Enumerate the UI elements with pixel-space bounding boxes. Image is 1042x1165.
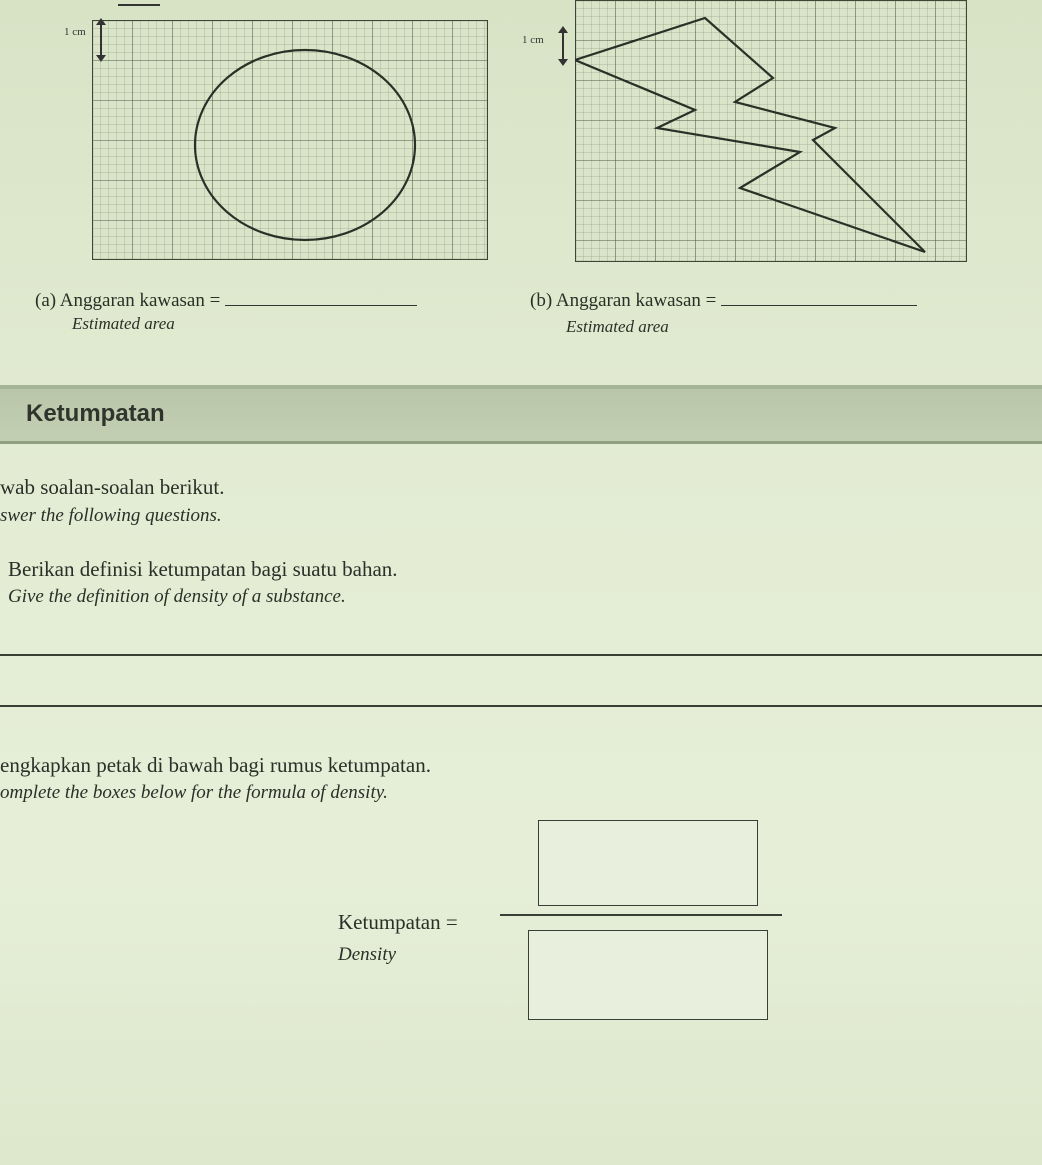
question-b-label: (b) Anggaran kawasan = — [530, 290, 722, 311]
q2-malay: engkapkan petak di bawah bagi rumus ketumpatan. — [0, 753, 431, 777]
question-a — [35, 290, 417, 312]
formula-english: Density — [338, 944, 397, 965]
q1-malay: Berikan definisi ketumpatan bagi suatu bahan. — [8, 557, 398, 581]
left-scale-arrow-v — [100, 20, 102, 60]
instruction-english: swer the following questions. — [0, 505, 222, 526]
section-title: Ketumpatan — [26, 400, 165, 427]
numerator-box[interactable] — [538, 820, 758, 906]
right-grid-zigzag — [575, 0, 967, 262]
circle-grid-figure — [92, 20, 488, 260]
q2-english: omplete the boxes below for the formula of density. — [0, 782, 388, 803]
question-b-answer-blank[interactable] — [721, 304, 917, 306]
fraction-line — [500, 914, 782, 916]
left-scale-arrow-h — [118, 4, 160, 6]
question-b-english: Estimated area — [566, 317, 669, 336]
q1-answer-line-2[interactable] — [0, 705, 1042, 707]
right-scale-arrow-v — [562, 28, 564, 64]
left-unit-label: 1 cm — [64, 26, 86, 38]
denominator-box[interactable] — [528, 930, 768, 1020]
q1-english: Give the definition of density of a substance. — [8, 586, 346, 607]
right-unit-label: 1 cm — [522, 34, 544, 46]
q1-answer-line-1[interactable] — [0, 654, 1042, 656]
question-a-answer-blank[interactable] — [225, 304, 417, 306]
question-a-label: (a) Anggaran kawasan = — [35, 290, 226, 311]
zigzag-grid-figure — [575, 0, 967, 262]
question-a-english: Estimated area — [72, 314, 175, 333]
instruction-malay: wab soalan-soalan berikut. — [0, 475, 225, 499]
formula-label: Ketumpatan = — [338, 910, 458, 934]
question-b — [530, 290, 917, 312]
left-grid-circle — [92, 20, 488, 260]
